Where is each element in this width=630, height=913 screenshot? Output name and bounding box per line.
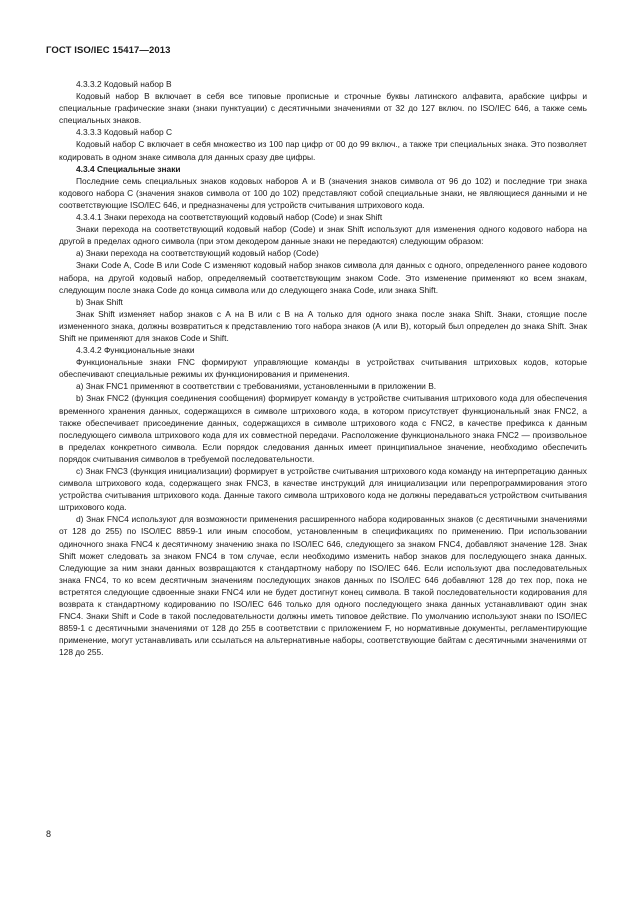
- paragraph: Знаки перехода на соответствующий кодовый набор (Code) и знак Shift используют для изменения одного кодового набора на другой в пределах одного символа (при этом декодером данные знаки не передаются) следующим образом:: [59, 224, 587, 247]
- list-item: с) Знак FNC3 (функция инициализации) формирует в устройстве считывания штрихового кода команду на интерпретацию данных символа штрихового кода, содержащего знак FNC3, в качестве инструкций для инициализации или перепрограммирования этого устройства считывания штрихового кода. Данные такого символа штрихового кода не должны передаваться устройством считывания штрихового кода.: [59, 466, 587, 513]
- page-number: 8: [46, 829, 52, 839]
- list-item-heading: b) Знак Shift: [76, 296, 123, 307]
- paragraph: Кодовый набор В включает в себя все типовые прописные и строчные буквы латинского алфавита, арабские цифры и специальные графические знаки (знаки пунктуации) с десятичными значениями от 32 до 127 включ. по ISO/IEC 646, а также семь специальных знаков.: [59, 91, 587, 126]
- list-item: а) Знак FNC1 применяют в соответствии с требованиями, установленными в приложении В.: [76, 381, 437, 392]
- document-header: ГОСТ ISO/IEC 15417—2013: [46, 45, 171, 56]
- section-heading: 4.3.4 Специальные знаки: [76, 163, 181, 174]
- paragraph: Знак Shift изменяет набор знаков с А на В или с В на А только для одного знака после знака Shift. Знаки, стоящие после измененного знака, должны возвратиться к представлению того набора знаков (А или В), который был определен до знака Shift. Знак Shift не применяют для знаков Code и Shift.: [59, 308, 587, 343]
- list-item-heading: а) Знаки перехода на соответствующий кодовый набор (Code): [76, 248, 319, 259]
- list-item: b) Знак FNC2 (функция соединения сообщения) формирует команду в устройстве считывания штрихового кода для обеспечения временного хранения данных, содержащихся в символе штрихового кода, в котором присутствует функциональный знак FNC2, а также обеспечивает присоединение данных, содержащихся в символе штрихового кода с FNC2, в качестве префикса к данным последующего символа штрихового кода для их совместной передачи. Расположение функционального знака FNC2 — произвольное в пределах конкретного символа. Если порядок следования данных имеет принципиальное значение, необходимо обеспечить порядок считывания символов в требуемой последовательности.: [59, 393, 587, 464]
- paragraph: Кодовый набор С включает в себя множество из 100 пар цифр от 00 до 99 включ., а также три специальных знака. Это позволяет кодировать в одном знаке символа для данных сразу две цифры.: [59, 139, 587, 162]
- document-body: [59, 78, 587, 659]
- subsection-heading: 4.3.3.2 Кодовый набор В: [76, 79, 172, 89]
- subsection-heading: 4.3.4.1 Знаки перехода на соответствующий кодовый набор (Code) и знак Shift: [76, 212, 383, 223]
- list-item: d) Знак FNC4 используют для возможности применения расширенного набора кодированных знаков (с десятичными значениями от 128 до 255) по ISO/IEC 8859-1 или иным способом, установленным в спецификациях по применению. При использовании одиночного знака FNC4 к десятичному значению знака по ISO/IEC 646, следующего за знаком FNC4, добавляют значение 128. Знак Shift может следовать за знаком FNC4 в том случае, если необходимо изменить набор знаков для последующего знака данных. Следующие за ним знаки данных возвращаются к стандартному набору по ISO/IEC 646. Если используют два последовательных знака FNC4, то ко всем десятичным значениям последующих знаков данных по ISO/IEC 646 добавляют 128 до тех пор, пока не встретятся следующие сдвоенные знаки FNC4 или не будет достигнут конец символа. В такой последовательности кодирования для возврата к стандартному кодированию по ISO/IEC 646 только для одного последующего знака данных устанавливают один знак FNC4. Знаки Shift и Code в такой последовательности должны иметь типовое действие. По умолчанию используют знаки по ISO/IEC 8859-1 с десятичными значениями от 128 до 255 в соответствии с приложением F, но нормативные документы, регламентирующие применение, могут устанавливать или ссылаться на альтернативные наборы, соответствующие байтам с десятичными значениями от 128 до 255.: [59, 514, 587, 658]
- subsection-heading: 4.3.4.2 Функциональные знаки: [76, 345, 195, 356]
- subsection-heading: 4.3.3.3 Кодовый набор С: [76, 127, 173, 138]
- paragraph: Последние семь специальных знаков кодовых наборов А и В (значения знаков символа от 96 до 102) и последние три знака кодового набора С (значения знаков символа от 100 до 102) представляют собой специальные знаки, не являющиеся данными и не соответствующие ISO/IEC 646, и предназначены для устройств считывания штрихового кода.: [59, 175, 587, 210]
- paragraph: Функциональные знаки FNC формируют управляющие команды в устройствах считывания штриховых кодов, которые обеспечивают специальные режимы их функционирования и применения.: [59, 357, 587, 380]
- paragraph: Знаки Code A, Code B или Code C изменяют кодовый набор знаков символа для данных с одного, определенного ранее кодового набора, на другой кодовый набор, определяемый соответствующим знаком Code. Это изменение применяют ко всем знакам, следующим после знака Code до конца символа или до следующего знака Code, или знака Shift.: [59, 260, 587, 295]
